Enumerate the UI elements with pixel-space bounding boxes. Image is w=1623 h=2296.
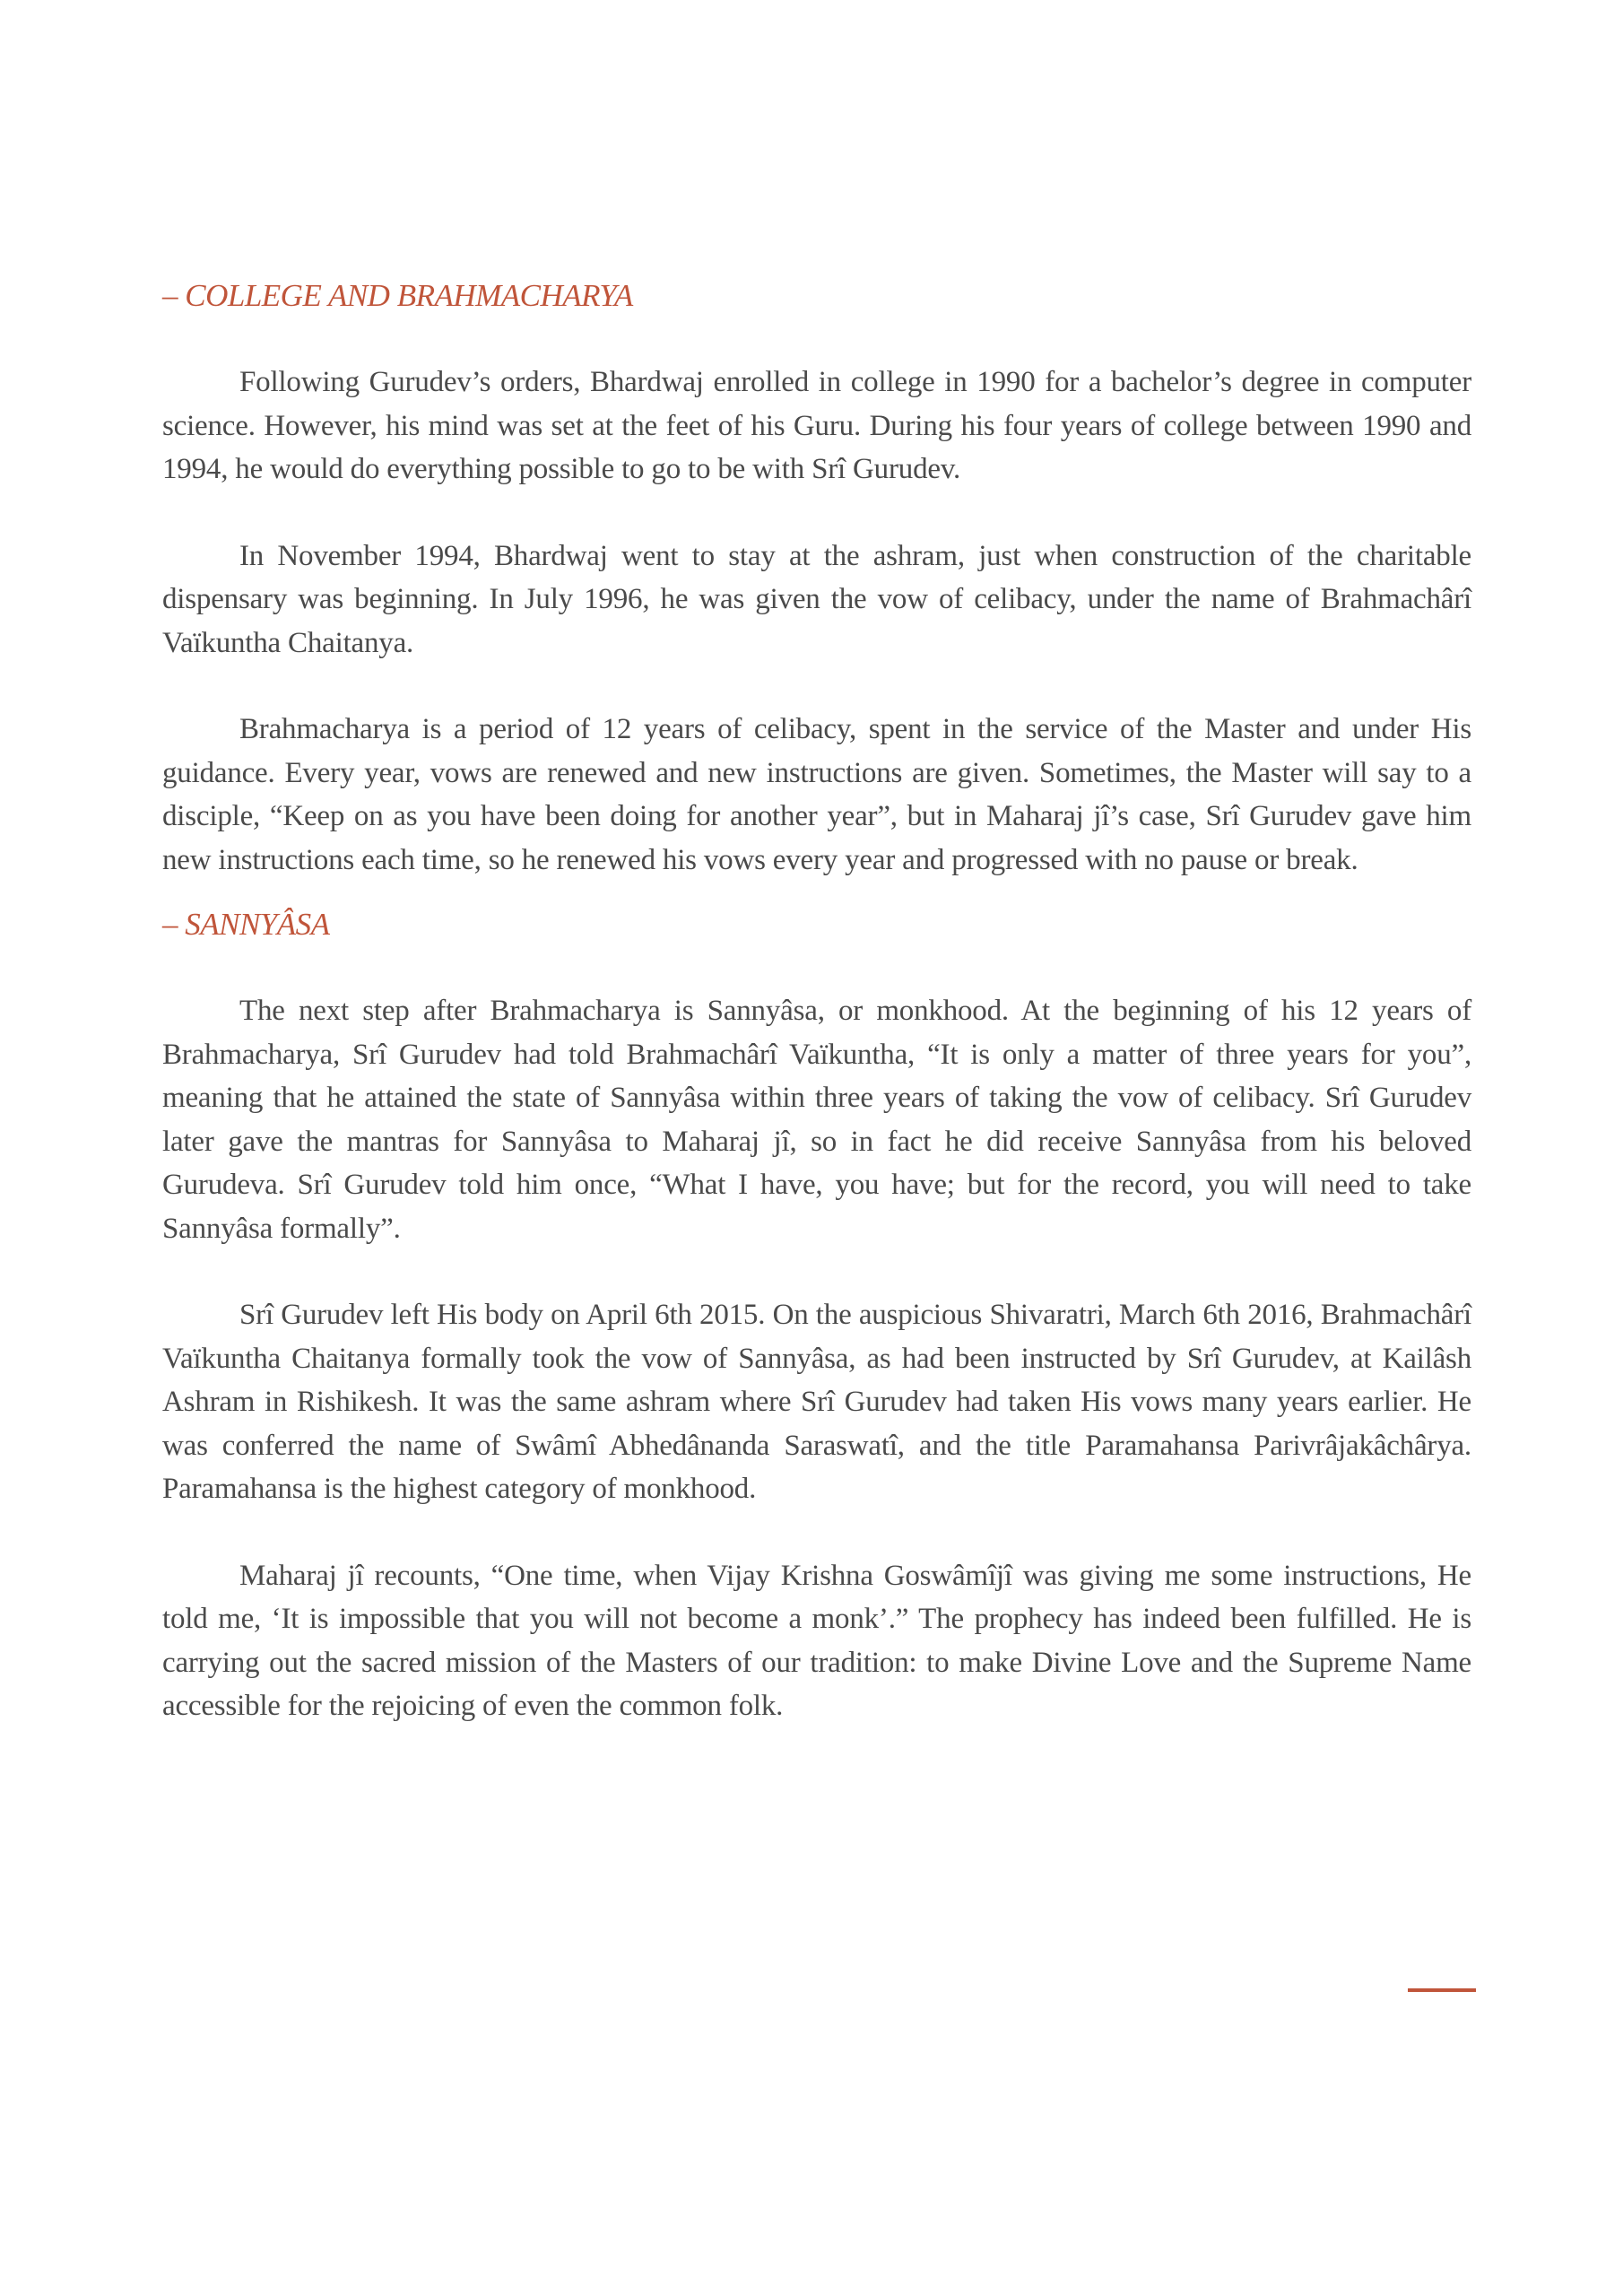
paragraph: Maharaj jî recounts, “One time, when Vijay Krishna Goswâmîjî was giving me some instructions, He told me, ‘It is impossible that you will not become a monk’.” The prophecy has indeed been fulfilled. He is carrying out the sacred mission of the Masters of our tradition: to make Divine Love and the Supreme Name accessible for the rejoicing of even the common folk. — [162, 1559, 1471, 1722]
section-heading: – COLLEGE AND BRAHMACHARYA — [162, 278, 633, 313]
section-sannyasa — [162, 903, 1471, 1728]
section-heading: – SANNYÂSA — [162, 907, 330, 942]
paragraph: Brahmacharya is a period of 12 years of celibacy, spent in the service of the Master and under His guidance. Every year, vows are renewed and new instructions are given. Sometimes, the Master will say to a disciple, “Keep on as you have been doing for another year”, but in Maharaj jî’s case, Srî Gurudev gave him new instructions each time, so he renewed his vows every year and progressed with no pause or break. — [162, 713, 1471, 876]
document-page — [162, 274, 1471, 1771]
paragraph: In November 1994, Bhardwaj went to stay at the ashram, just when construction of the charitable dispensary was beginning. In July 1996, he was given the vow of celibacy, under the name of Brahmachârî Vaïkuntha Chaitanya. — [162, 539, 1471, 659]
end-of-section-rule — [1408, 1988, 1476, 1992]
paragraph: The next step after Brahmacharya is Sannyâsa, or monkhood. At the beginning of his 12 years of Brahmacharya, Srî Gurudev had told Brahmachârî Vaïkuntha, “It is only a matter of three years for you”, meaning that he attained the state of Sannyâsa within three years of taking the vow of celibacy. Srî Gurudev later gave the mantras for Sannyâsa to Maharaj jî, so in fact he did receive Sannyâsa from his beloved Gurudeva. Srî Gurudev told him once, “What I have, you have; but for the record, you will need to take Sannyâsa formally”. — [162, 995, 1471, 1245]
paragraph: Srî Gurudev left His body on April 6th 2015. On the auspicious Shivaratri, March 6th 2016, Brahmachârî Vaïkuntha Chaitanya formally took the vow of Sannyâsa, as had been instructed by Srî Gurudev, at Kailâsh Ashram in Rishikesh. It was the same ashram where Srî Gurudev had taken His vows many years earlier. He was conferred the name of Swâmî Abhedânanda Saraswatî, and the title Paramahansa Parivrâjakâchârya. Paramahansa is the highest category of monkhood. — [162, 1299, 1471, 1505]
section-college-and-brahmacharya — [162, 274, 1471, 882]
paragraph: Following Gurudev’s orders, Bhardwaj enrolled in college in 1990 for a bachelor’s degree in computer science. However, his mind was set at the feet of his Guru. During his four years of college between 1990 and 1994, he would do everything possible to go to be with Srî Gurudev. — [162, 366, 1471, 485]
